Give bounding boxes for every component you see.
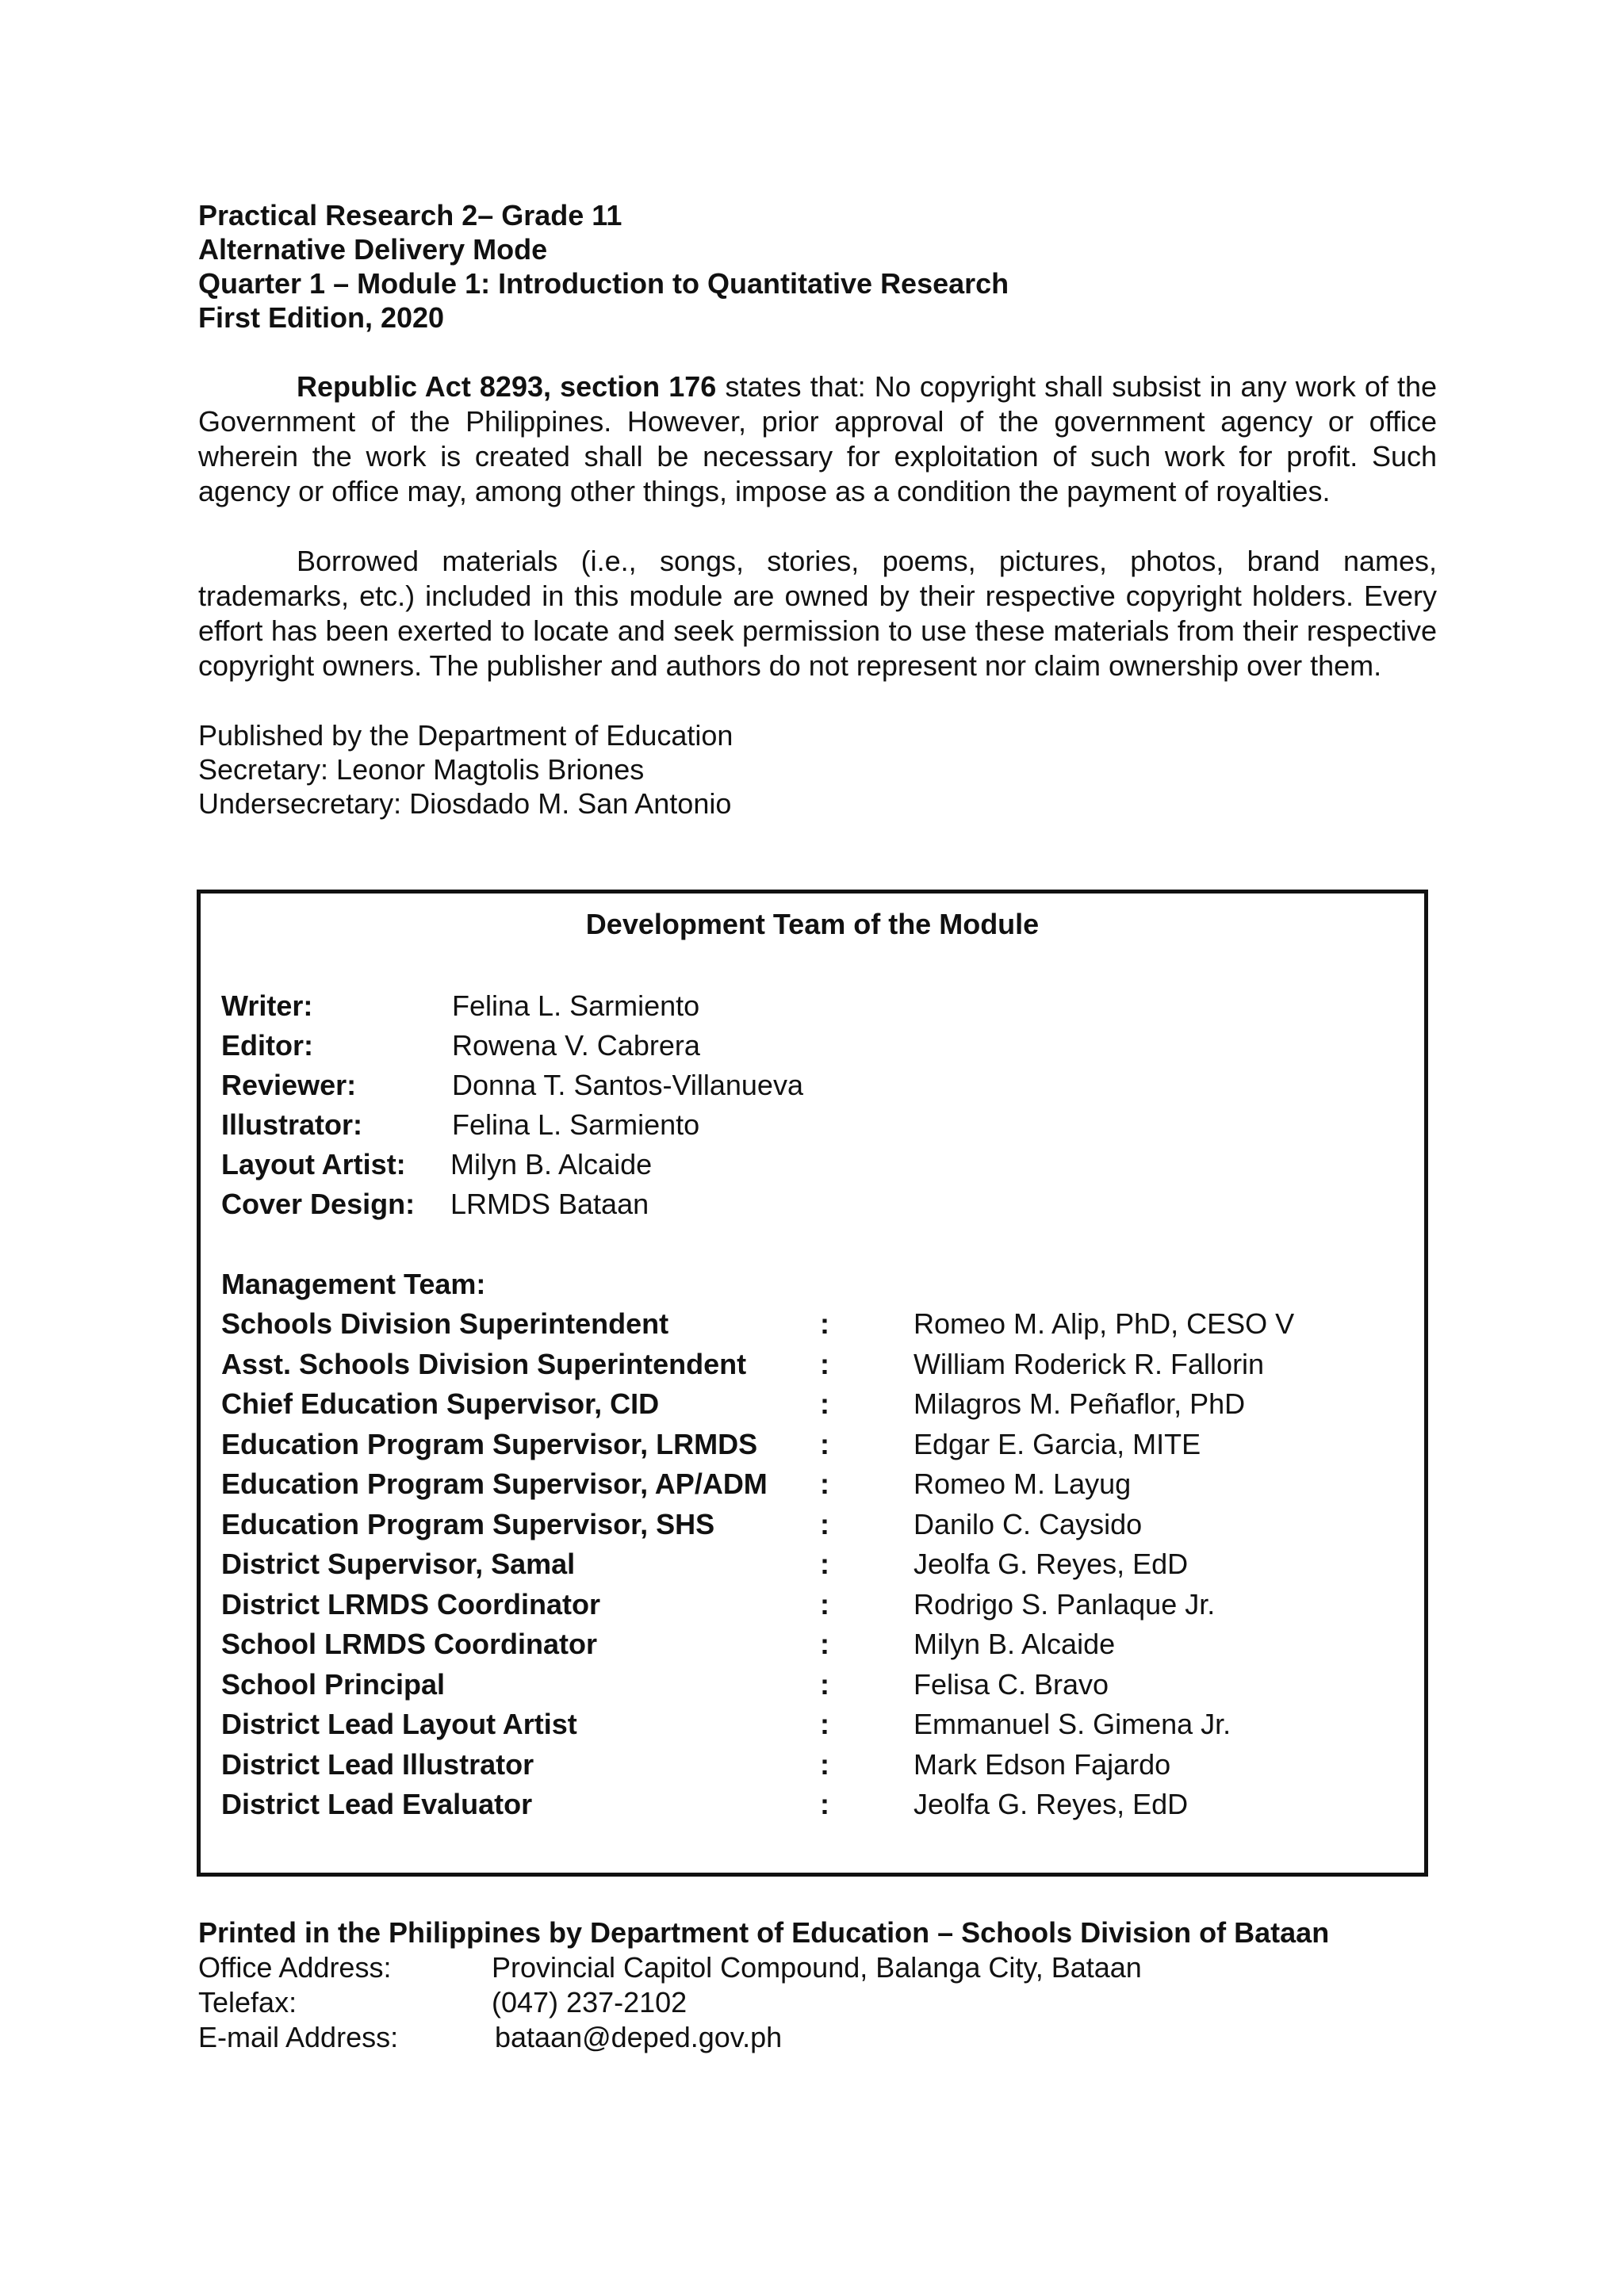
mgmt-member: Milyn B. Alcaide — [914, 1628, 1116, 1660]
borrowed-text: Borrowed materials (i.e., songs, stories, poems, pictures, photos, brand names, trademarks, etc.) included in this module are owned by their respective copyright holders. Every effort has been exerted to locate and seek permission to use these materials from their respective copyright owners. The publisher and authors do not represent nor claim ownership over them. — [198, 545, 1437, 682]
mgmt-member: Milagros M. Peñaflor, PhD — [914, 1387, 1246, 1420]
mgmt-row — [221, 1624, 1294, 1665]
mgmt-role: District Lead Layout Artist — [221, 1708, 577, 1740]
team-role: Editor: — [221, 1029, 313, 1062]
mgmt-role: Asst. Schools Division Superintendent — [221, 1347, 747, 1380]
mgmt-row — [221, 1425, 1294, 1465]
team-role: Cover Design: — [221, 1188, 416, 1220]
mgmt-role: District Lead Illustrator — [221, 1747, 534, 1781]
mgmt-member: Mark Edson Fajardo — [914, 1747, 1171, 1781]
mgmt-member: Danilo C. Caysido — [914, 1507, 1143, 1540]
publisher-info — [198, 718, 1437, 821]
mgmt-row — [221, 1705, 1294, 1745]
mgmt-row — [221, 1544, 1294, 1585]
separator: : — [820, 1747, 829, 1781]
team-row-illustrator — [221, 1105, 803, 1145]
mgmt-row — [221, 1785, 1294, 1825]
development-team-box — [197, 890, 1428, 1877]
printing-info — [198, 1915, 1467, 2055]
team-row-reviewer — [221, 1066, 803, 1105]
email-row — [198, 2020, 1467, 2055]
team-role: Layout Artist: — [221, 1148, 406, 1181]
mgmt-role: Education Program Supervisor, LRMDS — [221, 1427, 758, 1460]
team-member: Donna T. Santos-Villanueva — [452, 1069, 803, 1101]
mgmt-member: Emmanuel S. Gimena Jr. — [914, 1708, 1231, 1740]
email-label: E-mail Address: — [198, 2021, 399, 2053]
mgmt-row — [221, 1304, 1294, 1345]
document-header — [198, 198, 1437, 335]
separator: : — [820, 1468, 829, 1500]
telefax-label: Telefax: — [198, 1986, 297, 2019]
team-title: Development Team of the Module — [585, 908, 1040, 940]
separator: : — [820, 1628, 829, 1660]
separator: : — [820, 1667, 829, 1701]
separator: : — [820, 1347, 829, 1380]
email-value: bataan@deped.gov.ph — [495, 2021, 783, 2053]
mgmt-member: Romeo M. Layug — [914, 1468, 1132, 1500]
team-role: Reviewer: — [221, 1069, 357, 1101]
mgmt-role: Education Program Supervisor, AP/ADM — [221, 1468, 768, 1500]
separator: : — [820, 1587, 829, 1621]
office-address-row — [198, 1950, 1467, 1985]
team-row-cover-design — [221, 1184, 803, 1224]
mgmt-member: Rodrigo S. Panlaque Jr. — [914, 1587, 1216, 1621]
delivery-mode: Alternative Delivery Mode — [198, 233, 548, 266]
office-address-label: Office Address: — [198, 1951, 392, 1984]
copyright-paragraph — [198, 369, 1437, 509]
mgmt-row — [221, 1505, 1294, 1545]
printed-by: Printed in the Philippines by Department of Education – Schools Division of Bataan — [198, 1916, 1330, 1949]
separator: : — [820, 1387, 829, 1420]
team-role: Writer: — [221, 989, 313, 1022]
mgmt-row — [221, 1585, 1294, 1625]
mgmt-member: Jeolfa G. Reyes, EdD — [914, 1548, 1189, 1580]
mgmt-role: District Lead Evaluator — [221, 1788, 533, 1820]
undersecretary: Undersecretary: Diosdado M. San Antonio — [198, 787, 732, 820]
mgmt-row — [221, 1345, 1294, 1385]
law-reference: Republic Act 8293, section 176 — [297, 370, 717, 403]
mgmt-member: Felisa C. Bravo — [914, 1667, 1109, 1701]
team-row-editor — [221, 1026, 803, 1066]
course-title: Practical Research 2– Grade 11 — [198, 199, 622, 232]
office-address-value: Provincial Capitol Compound, Balanga City, Bataan — [492, 1951, 1142, 1984]
separator: : — [820, 1307, 829, 1340]
team-member: Milyn B. Alcaide — [450, 1148, 653, 1181]
page-content — [198, 198, 1437, 821]
mgmt-row — [221, 1665, 1294, 1705]
mgmt-role: Schools Division Superintendent — [221, 1307, 669, 1340]
mgmt-row — [221, 1464, 1294, 1505]
mgmt-role: Chief Education Supervisor, CID — [221, 1387, 660, 1420]
team-row-writer — [221, 986, 803, 1026]
development-team-list — [221, 986, 803, 1224]
separator: : — [820, 1548, 829, 1580]
management-team-title: Management Team: — [221, 1268, 486, 1300]
mgmt-row — [221, 1745, 1294, 1785]
mgmt-member: Romeo M. Alip, PhD, CESO V — [914, 1307, 1295, 1340]
mgmt-row — [221, 1384, 1294, 1425]
mgmt-role: Education Program Supervisor, SHS — [221, 1507, 715, 1540]
mgmt-role: District LRMDS Coordinator — [221, 1587, 601, 1621]
edition: First Edition, 2020 — [198, 301, 445, 334]
law-text: states that: No copyright shall subsist in any work of the Government of the Philippines. However, prior approval of the government agency or office wherein the work is created shall be necessary for exploitation of such work for profit. Such agency or office may, among other things, impose as a condition the payment of royalties. — [198, 370, 1438, 507]
team-role: Illustrator: — [221, 1108, 363, 1141]
mgmt-role: School Principal — [221, 1667, 446, 1701]
mgmt-member: William Roderick R. Fallorin — [914, 1347, 1265, 1380]
separator: : — [820, 1788, 829, 1820]
telefax-value: (047) 237-2102 — [492, 1986, 688, 2019]
separator: : — [820, 1507, 829, 1540]
mgmt-member: Jeolfa G. Reyes, EdD — [914, 1788, 1189, 1820]
separator: : — [820, 1427, 829, 1460]
telefax-row — [198, 1985, 1467, 2020]
mgmt-member: Edgar E. Garcia, MITE — [914, 1427, 1201, 1460]
mgmt-role: District Supervisor, Samal — [221, 1548, 576, 1580]
team-member: LRMDS Bataan — [450, 1188, 649, 1220]
module-title: Quarter 1 – Module 1: Introduction to Quantitative Research — [198, 267, 1009, 300]
team-member: Rowena V. Cabrera — [452, 1029, 700, 1062]
management-team-list — [221, 1304, 1294, 1825]
team-row-layout-artist — [221, 1145, 803, 1184]
separator: : — [820, 1708, 829, 1740]
published-by: Published by the Department of Education — [198, 719, 733, 752]
mgmt-role: School LRMDS Coordinator — [221, 1628, 597, 1660]
borrowed-materials-paragraph — [198, 544, 1437, 683]
team-member: Felina L. Sarmiento — [452, 989, 700, 1022]
secretary: Secretary: Leonor Magtolis Briones — [198, 753, 645, 786]
team-member: Felina L. Sarmiento — [452, 1108, 700, 1141]
